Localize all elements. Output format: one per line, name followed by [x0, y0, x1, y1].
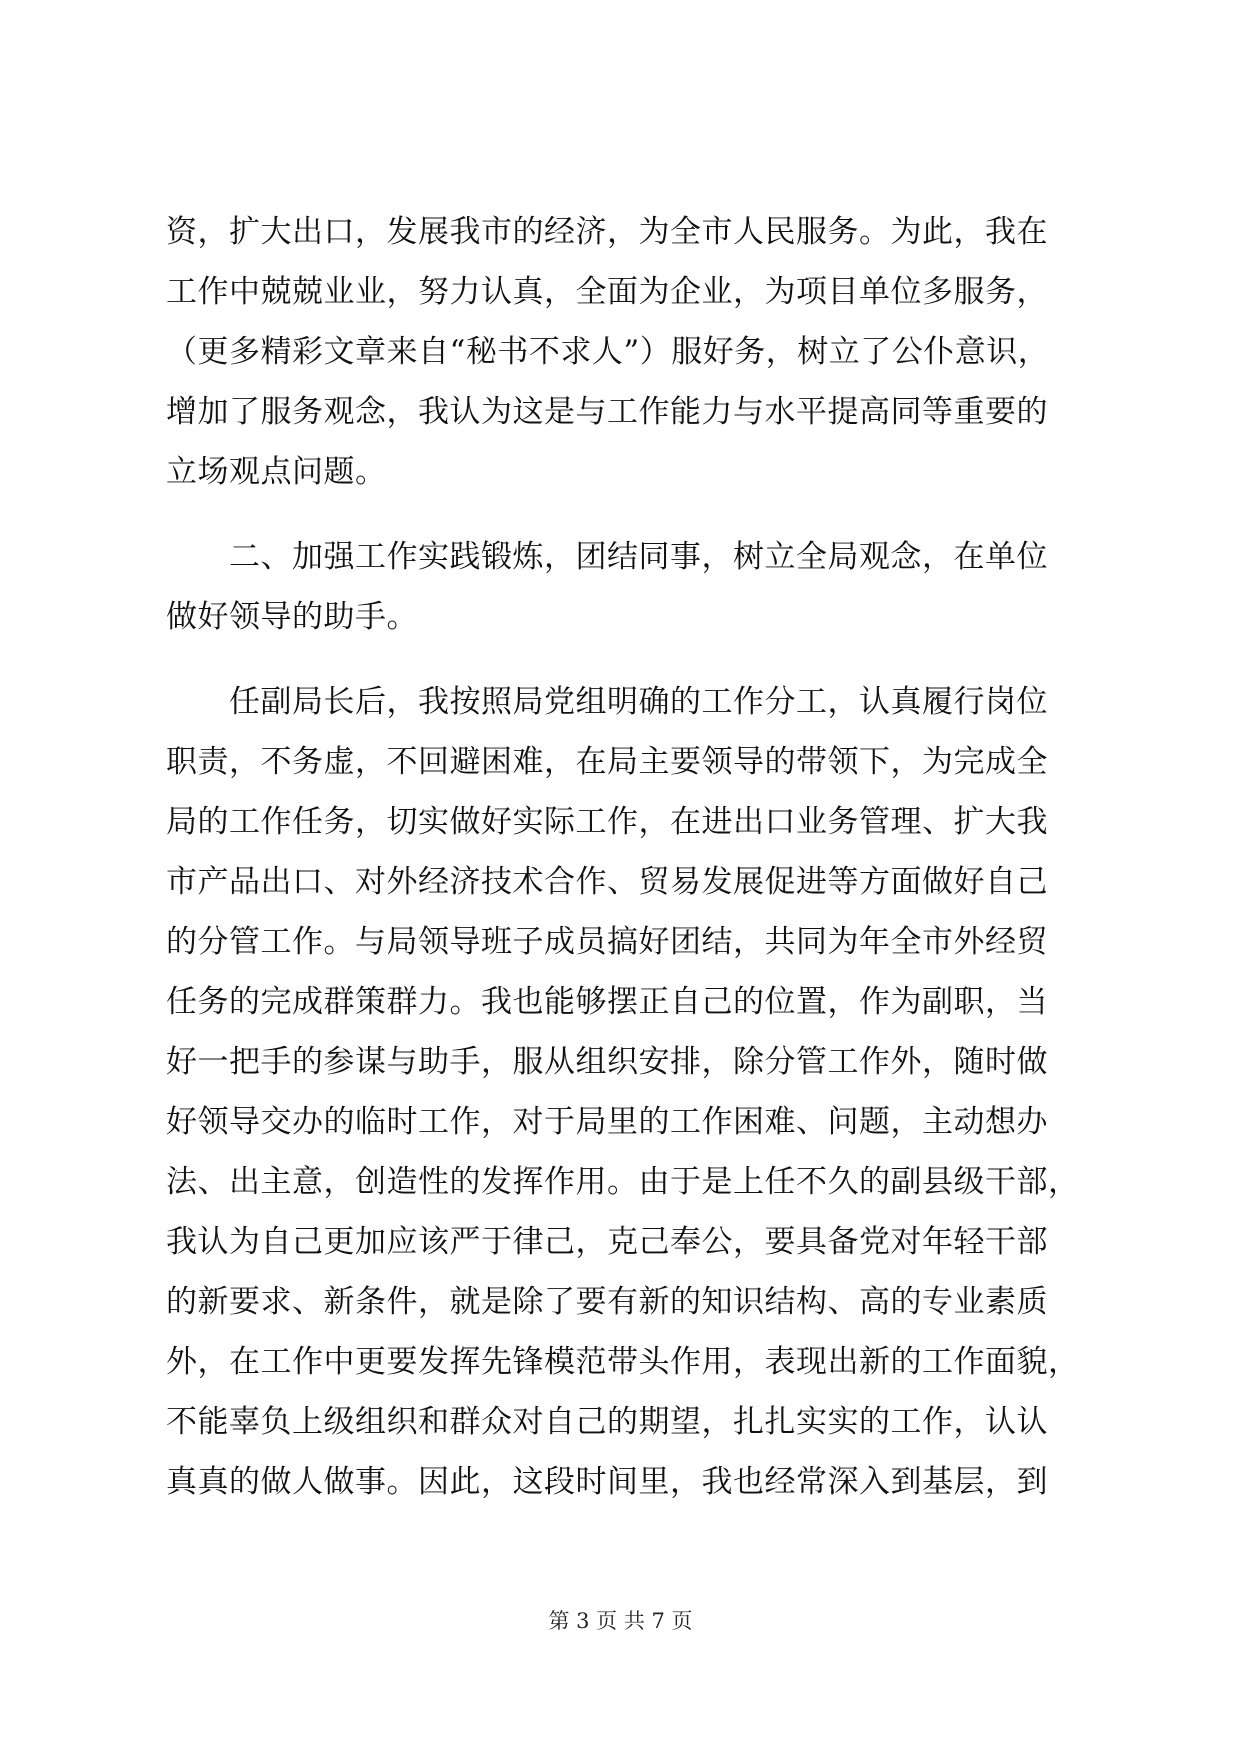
text-line: 法、出主意，创造性的发挥作用。由于是上任不久的副县级干部，: [166, 1164, 1080, 1200]
text-line: 立场观点问题。: [166, 454, 387, 490]
text-line: 好一把手的参谋与助手，服从组织安排，除分管工作外，随时做: [166, 1044, 1048, 1080]
text-line: 增加了服务观念，我认为这是与工作能力与水平提高同等重要的: [166, 394, 1048, 430]
text-line: 职责，不务虚，不回避困难，在局主要领导的带领下，为完成全: [166, 744, 1048, 780]
page-number-footer: 第 3 页 共 7 页: [548, 1609, 693, 1633]
text-line: 好领导交办的临时工作，对于局里的工作困难、问题，主动想办: [166, 1104, 1048, 1140]
text-line: 工作中兢兢业业，努力认真，全面为企业，为项目单位多服务，: [166, 274, 1048, 310]
text-line: 任务的完成群策群力。我也能够摆正自己的位置，作为副职，当: [166, 984, 1048, 1020]
text-line: 的新要求、新条件，就是除了要有新的知识结构、高的专业素质: [166, 1284, 1048, 1320]
text-line: 真真的做人做事。因此，这段时间里，我也经常深入到基层，到: [166, 1464, 1048, 1500]
text-line: 局的工作任务，切实做好实际工作，在进出口业务管理、扩大我: [166, 804, 1048, 840]
text-line: 做好领导的助手。: [166, 599, 418, 635]
text-line: 不能辜负上级组织和群众对自己的期望，扎扎实实的工作，认认: [166, 1404, 1048, 1440]
text-line: 任副局长后，我按照局党组明确的工作分工，认真履行岗位: [166, 684, 1048, 720]
text-line: 市产品出口、对外经济技术合作、贸易发展促进等方面做好自己: [166, 864, 1048, 900]
text-line: 二、加强工作实践锻炼，团结同事，树立全局观念，在单位: [166, 539, 1048, 575]
text-line: 外，在工作中更要发挥先锋模范带头作用，表现出新的工作面貌，: [166, 1344, 1080, 1380]
text-line: 资，扩大出口，发展我市的经济，为全市人民服务。为此，我在: [166, 214, 1048, 250]
text-line: 的分管工作。与局领导班子成员搞好团结，共同为年全市外经贸: [166, 924, 1048, 960]
text-line: 我认为自己更加应该严于律己，克己奉公，要具备党对年轻干部: [166, 1224, 1048, 1260]
text-line: （更多精彩文章来自“秘书不求人”）服好务，树立了公仆意识，: [166, 334, 1050, 370]
